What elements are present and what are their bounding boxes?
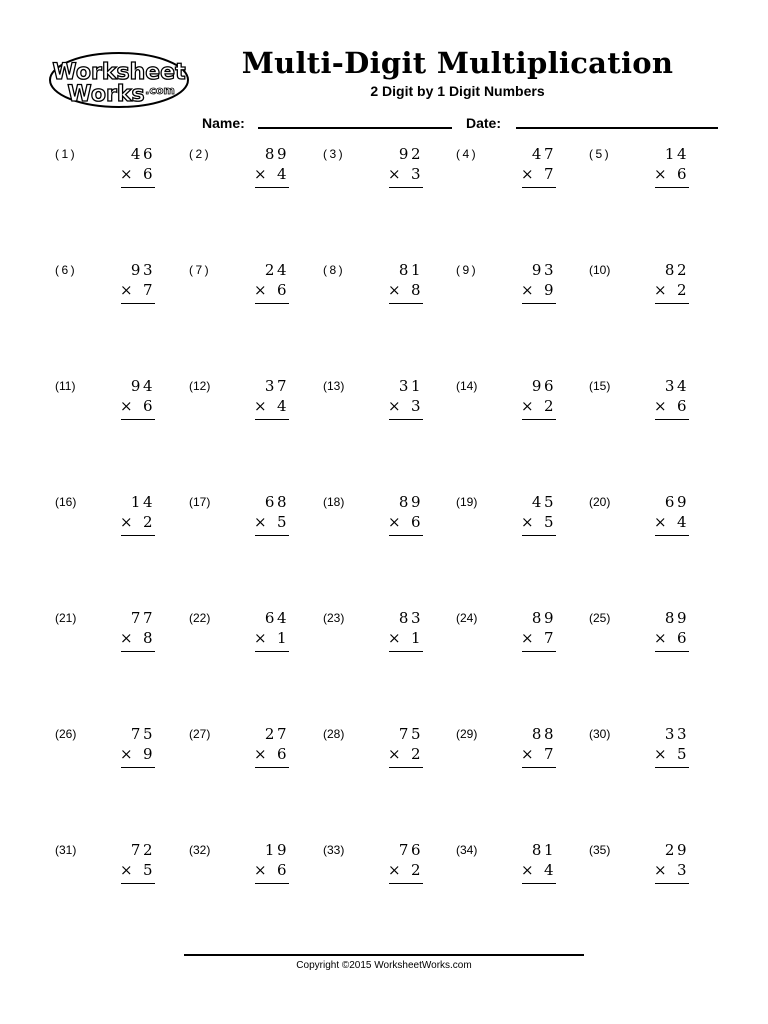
multiplier-row [105, 629, 155, 647]
problem-11 [55, 379, 155, 439]
multiplicand: 82 [664, 261, 689, 279]
times-sign: × [254, 745, 267, 763]
problem-7 [189, 263, 289, 323]
problem-number: (10) [589, 263, 611, 277]
multiplicand: 19 [264, 841, 289, 859]
multiplier-row [373, 397, 423, 415]
name-label: Name: [202, 115, 245, 131]
multiplier-row [239, 745, 289, 763]
multiplier: 8 [410, 281, 423, 299]
times-sign: × [388, 513, 401, 531]
multiplicand: 75 [398, 725, 423, 743]
multiplicand: 81 [398, 261, 423, 279]
problem-number: (16) [55, 495, 77, 509]
problem-35 [589, 843, 689, 903]
copyright-text: Copyright ©2015 WorksheetWorks.com [296, 960, 472, 971]
answer-line [389, 767, 423, 768]
multiplier: 5 [676, 745, 689, 763]
problem-6 [55, 263, 155, 323]
multiplicand: 89 [531, 609, 556, 627]
multiplier-row [506, 165, 556, 183]
multiplier: 9 [543, 281, 556, 299]
problem-3 [323, 147, 423, 207]
answer-line [121, 883, 155, 884]
problem-number: (9) [456, 263, 479, 277]
multiplier-row [506, 745, 556, 763]
times-sign: × [254, 281, 267, 299]
multiplier: 6 [142, 165, 155, 183]
times-sign: × [254, 165, 267, 183]
multiplier: 2 [142, 513, 155, 531]
problem-32 [189, 843, 289, 903]
multiplicand: 89 [264, 145, 289, 163]
problem-number: (26) [55, 727, 77, 741]
problem-12 [189, 379, 289, 439]
problem-number: (14) [456, 379, 478, 393]
problem-5 [589, 147, 689, 207]
multiplier-row [639, 745, 689, 763]
times-sign: × [654, 281, 667, 299]
multiplicand: 45 [531, 493, 556, 511]
problem-number: (34) [456, 843, 478, 857]
multiplier: 6 [676, 165, 689, 183]
answer-line [522, 303, 556, 304]
multiplier: 2 [410, 861, 423, 879]
problem-18 [323, 495, 423, 555]
multiplier-row [105, 861, 155, 879]
multiplier-row [373, 165, 423, 183]
problem-13 [323, 379, 423, 439]
multiplier: 6 [410, 513, 423, 531]
multiplicand: 72 [130, 841, 155, 859]
multiplier-row [105, 745, 155, 763]
worksheetworks-logo [48, 50, 190, 110]
problem-22 [189, 611, 289, 671]
problem-19 [456, 495, 556, 555]
multiplier-row [373, 861, 423, 879]
multiplier: 2 [543, 397, 556, 415]
answer-line [522, 535, 556, 536]
answer-line [255, 187, 289, 188]
problem-number: (17) [189, 495, 211, 509]
problem-16 [55, 495, 155, 555]
multiplier: 6 [676, 397, 689, 415]
times-sign: × [654, 861, 667, 879]
answer-line [655, 187, 689, 188]
multiplier-row [506, 629, 556, 647]
answer-line [121, 651, 155, 652]
multiplicand: 24 [264, 261, 289, 279]
times-sign: × [388, 745, 401, 763]
multiplicand: 47 [531, 145, 556, 163]
multiplier-row [506, 397, 556, 415]
problem-26 [55, 727, 155, 787]
problem-30 [589, 727, 689, 787]
problem-number: (31) [55, 843, 77, 857]
answer-line [389, 651, 423, 652]
problem-25 [589, 611, 689, 671]
multiplicand: 76 [398, 841, 423, 859]
problem-27 [189, 727, 289, 787]
problem-33 [323, 843, 423, 903]
answer-line [121, 535, 155, 536]
multiplicand: 33 [664, 725, 689, 743]
multiplier-row [639, 629, 689, 647]
multiplier-row [373, 629, 423, 647]
multiplicand: 34 [664, 377, 689, 395]
multiplier-row [239, 861, 289, 879]
answer-line [522, 883, 556, 884]
multiplier-row [639, 281, 689, 299]
multiplier: 7 [543, 629, 556, 647]
times-sign: × [521, 861, 534, 879]
date-field[interactable] [516, 127, 718, 129]
multiplicand: 31 [398, 377, 423, 395]
multiplicand: 94 [130, 377, 155, 395]
times-sign: × [654, 513, 667, 531]
answer-line [522, 187, 556, 188]
times-sign: × [388, 861, 401, 879]
multiplier: 6 [276, 745, 289, 763]
multiplier-row [639, 165, 689, 183]
multiplicand: 93 [531, 261, 556, 279]
times-sign: × [120, 165, 133, 183]
answer-line [121, 419, 155, 420]
times-sign: × [254, 397, 267, 415]
multiplier: 1 [276, 629, 289, 647]
answer-line [389, 883, 423, 884]
logo-line-1: Worksheet [52, 60, 186, 85]
answer-line [522, 419, 556, 420]
problem-9 [456, 263, 556, 323]
problem-17 [189, 495, 289, 555]
multiplicand: 14 [664, 145, 689, 163]
multiplier-row [373, 513, 423, 531]
problem-number: (28) [323, 727, 345, 741]
times-sign: × [388, 165, 401, 183]
multiplier-row [105, 397, 155, 415]
multiplier: 7 [142, 281, 155, 299]
times-sign: × [654, 165, 667, 183]
multiplier-row [506, 513, 556, 531]
times-sign: × [388, 629, 401, 647]
multiplicand: 46 [130, 145, 155, 163]
multiplicand: 88 [531, 725, 556, 743]
times-sign: × [254, 629, 267, 647]
problem-number: (3) [323, 147, 346, 161]
multiplicand: 75 [130, 725, 155, 743]
problem-number: (7) [189, 263, 212, 277]
multiplicand: 93 [130, 261, 155, 279]
multiplier-row [105, 513, 155, 531]
answer-line [255, 767, 289, 768]
problem-number: (18) [323, 495, 345, 509]
problem-8 [323, 263, 423, 323]
times-sign: × [120, 629, 133, 647]
multiplier-row [239, 165, 289, 183]
times-sign: × [254, 513, 267, 531]
problem-15 [589, 379, 689, 439]
multiplier: 1 [410, 629, 423, 647]
multiplier: 2 [410, 745, 423, 763]
times-sign: × [120, 513, 133, 531]
multiplicand: 68 [264, 493, 289, 511]
multiplier-row [105, 281, 155, 299]
answer-line [389, 187, 423, 188]
answer-line [121, 187, 155, 188]
problem-number: (6) [55, 263, 78, 277]
problem-23 [323, 611, 423, 671]
logo-suffix: .com [145, 84, 175, 97]
problem-number: (35) [589, 843, 611, 857]
problem-number: (4) [456, 147, 479, 161]
problem-number: (11) [55, 379, 76, 393]
multiplier: 3 [676, 861, 689, 879]
problem-number: (15) [589, 379, 611, 393]
multiplicand: 96 [531, 377, 556, 395]
multiplier: 7 [543, 745, 556, 763]
multiplier-row [639, 397, 689, 415]
multiplier: 4 [543, 861, 556, 879]
answer-line [255, 535, 289, 536]
multiplier-row [506, 281, 556, 299]
multiplier: 7 [543, 165, 556, 183]
problem-number: (24) [456, 611, 478, 625]
answer-line [655, 883, 689, 884]
multiplicand: 27 [264, 725, 289, 743]
problem-24 [456, 611, 556, 671]
multiplicand: 14 [130, 493, 155, 511]
problem-number: (12) [189, 379, 211, 393]
multiplier: 6 [276, 281, 289, 299]
answer-line [389, 303, 423, 304]
logo-graphic [48, 50, 190, 110]
problem-number: (32) [189, 843, 211, 857]
answer-line [522, 651, 556, 652]
answer-line [389, 419, 423, 420]
answer-line [255, 303, 289, 304]
answer-line [255, 651, 289, 652]
problem-10 [589, 263, 689, 323]
multiplier: 6 [676, 629, 689, 647]
answer-line [255, 883, 289, 884]
logo-line-2: Works [67, 82, 145, 107]
problem-29 [456, 727, 556, 787]
problem-number: (2) [189, 147, 212, 161]
problem-14 [456, 379, 556, 439]
problem-number: (13) [323, 379, 345, 393]
multiplier-row [373, 745, 423, 763]
problem-number: (29) [456, 727, 478, 741]
multiplicand: 81 [531, 841, 556, 859]
multiplicand: 29 [664, 841, 689, 859]
problem-number: (25) [589, 611, 611, 625]
problem-20 [589, 495, 689, 555]
problem-number: (27) [189, 727, 211, 741]
problem-number: (30) [589, 727, 611, 741]
problem-2 [189, 147, 289, 207]
problem-1 [55, 147, 155, 207]
answer-line [655, 535, 689, 536]
multiplier: 5 [543, 513, 556, 531]
times-sign: × [120, 281, 133, 299]
times-sign: × [521, 281, 534, 299]
page-subtitle: 2 Digit by 1 Digit Numbers [370, 83, 545, 99]
problem-number: (1) [55, 147, 78, 161]
multiplier-row [239, 281, 289, 299]
multiplicand: 92 [398, 145, 423, 163]
times-sign: × [521, 397, 534, 415]
problem-number: (23) [323, 611, 345, 625]
problem-34 [456, 843, 556, 903]
multiplier: 8 [142, 629, 155, 647]
problem-number: (5) [589, 147, 612, 161]
multiplicand: 89 [398, 493, 423, 511]
multiplicand: 37 [264, 377, 289, 395]
times-sign: × [521, 165, 534, 183]
answer-line [389, 535, 423, 536]
problem-31 [55, 843, 155, 903]
problem-number: (19) [456, 495, 478, 509]
multiplicand: 64 [264, 609, 289, 627]
answer-line [655, 303, 689, 304]
times-sign: × [654, 745, 667, 763]
multiplier: 3 [410, 397, 423, 415]
multiplier: 9 [142, 745, 155, 763]
problem-4 [456, 147, 556, 207]
footer-divider [184, 954, 584, 956]
multiplicand: 89 [664, 609, 689, 627]
multiplier: 4 [276, 165, 289, 183]
times-sign: × [654, 629, 667, 647]
answer-line [121, 767, 155, 768]
multiplier: 4 [276, 397, 289, 415]
problem-number: (22) [189, 611, 211, 625]
times-sign: × [521, 629, 534, 647]
multiplier-row [639, 513, 689, 531]
multiplier-row [506, 861, 556, 879]
times-sign: × [521, 745, 534, 763]
multiplicand: 69 [664, 493, 689, 511]
times-sign: × [120, 861, 133, 879]
date-label: Date: [466, 115, 502, 131]
multiplier-row [239, 629, 289, 647]
multiplier-row [373, 281, 423, 299]
multiplicand: 83 [398, 609, 423, 627]
multiplier: 2 [676, 281, 689, 299]
multiplier-row [105, 165, 155, 183]
page-title: Multi-Digit Multiplication [241, 46, 674, 80]
multiplier: 5 [276, 513, 289, 531]
times-sign: × [254, 861, 267, 879]
problem-number: (20) [589, 495, 611, 509]
times-sign: × [120, 745, 133, 763]
times-sign: × [388, 281, 401, 299]
multiplicand: 77 [130, 609, 155, 627]
problem-28 [323, 727, 423, 787]
multiplier: 3 [410, 165, 423, 183]
multiplier: 4 [676, 513, 689, 531]
times-sign: × [654, 397, 667, 415]
multiplier: 6 [142, 397, 155, 415]
times-sign: × [120, 397, 133, 415]
answer-line [522, 767, 556, 768]
answer-line [655, 651, 689, 652]
answer-line [121, 303, 155, 304]
name-field[interactable] [258, 127, 452, 129]
multiplier-row [639, 861, 689, 879]
problem-number: (8) [323, 263, 346, 277]
multiplier: 5 [142, 861, 155, 879]
times-sign: × [388, 397, 401, 415]
answer-line [255, 419, 289, 420]
answer-line [655, 419, 689, 420]
multiplier: 6 [276, 861, 289, 879]
answer-line [655, 767, 689, 768]
times-sign: × [521, 513, 534, 531]
multiplier-row [239, 513, 289, 531]
problem-21 [55, 611, 155, 671]
multiplier-row [239, 397, 289, 415]
problem-number: (33) [323, 843, 345, 857]
problem-number: (21) [55, 611, 77, 625]
